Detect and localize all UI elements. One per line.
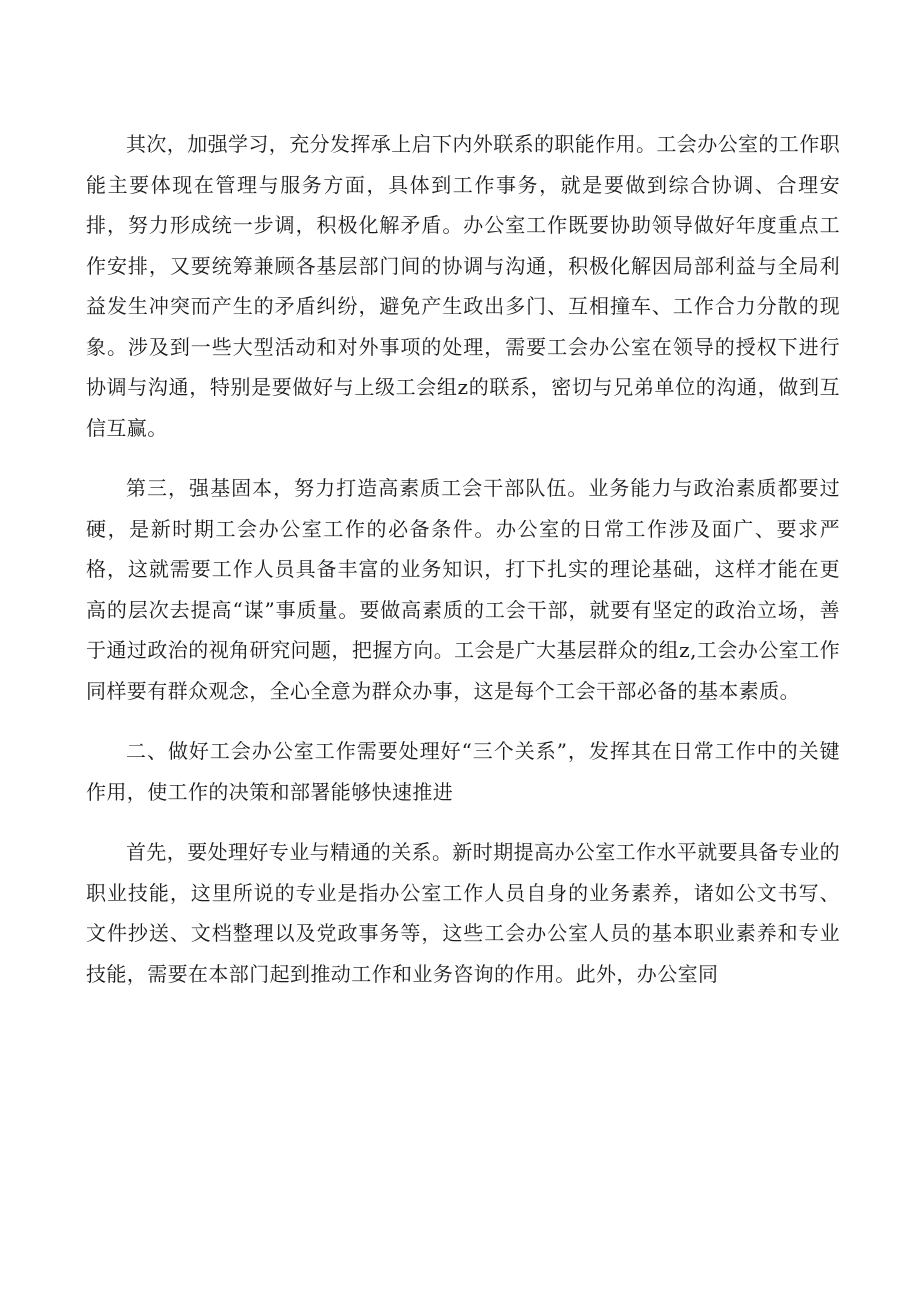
document-page [86, 124, 840, 1014]
paragraph-cadre-quality: 第三，强基固本，努力打造高素质工会干部队伍。业务能力与政治素质都要过硬，是新时期工会办公室工作的必备条件。办公室的日常工作涉及面广、要求严格，这就需要工作人员具备丰富的业务知识，打下扎实的理论基础，这样才能在更高的层次去提高“谋”事质量。要做高素质的工会干部，就要有坚定的政治立场，善于通过政治的视角研究问题，把握方向。工会是广大基层群众的组z,工会办公室工作同样要有群众观念，全心全意为群众办事，这是每个工会干部必备的基本素质。 [86, 476, 840, 703]
paragraph-specialization: 首先，要处理好专业与精通的关系。新时期提高办公室工作水平就要具备专业的职业技能，这里所说的专业是指办公室工作人员自身的业务素养，诸如公文书写、文件抄送、文档整理以及党政事务等，这些工会办公室人员的基本职业素养和专业技能，需要在本部门起到推动工作和业务咨询的作用。此外，办公室同 [86, 840, 840, 986]
paragraph-liaison-role: 其次，加强学习，充分发挥承上启下内外联系的职能作用。工会办公室的工作职能主要体现在管理与服务方面，具体到工作事务，就是要做到综合协调、合理安排，努力形成统一步调，积极化解矛盾。办公室工作既要协助领导做好年度重点工作安排，又要统筹兼顾各基层部门间的协调与沟通，积极化解因局部利益与全局利益发生冲突而产生的矛盾纠纷，避免产生政出多门、互相撞车、工作合力分散的现象。涉及到一些大型活动和对外事项的处理，需要工会办公室在领导的授权下进行协调与沟通，特别是要做好与上级工会组z的联系，密切与兄弟单位的沟通，做到互信互赢。 [86, 132, 840, 440]
section-heading-three-relations: 二、做好工会办公室工作需要处理好“三个关系”，发挥其在日常工作中的关键作用，使工作的决策和部署能够快速推进 [86, 739, 840, 804]
